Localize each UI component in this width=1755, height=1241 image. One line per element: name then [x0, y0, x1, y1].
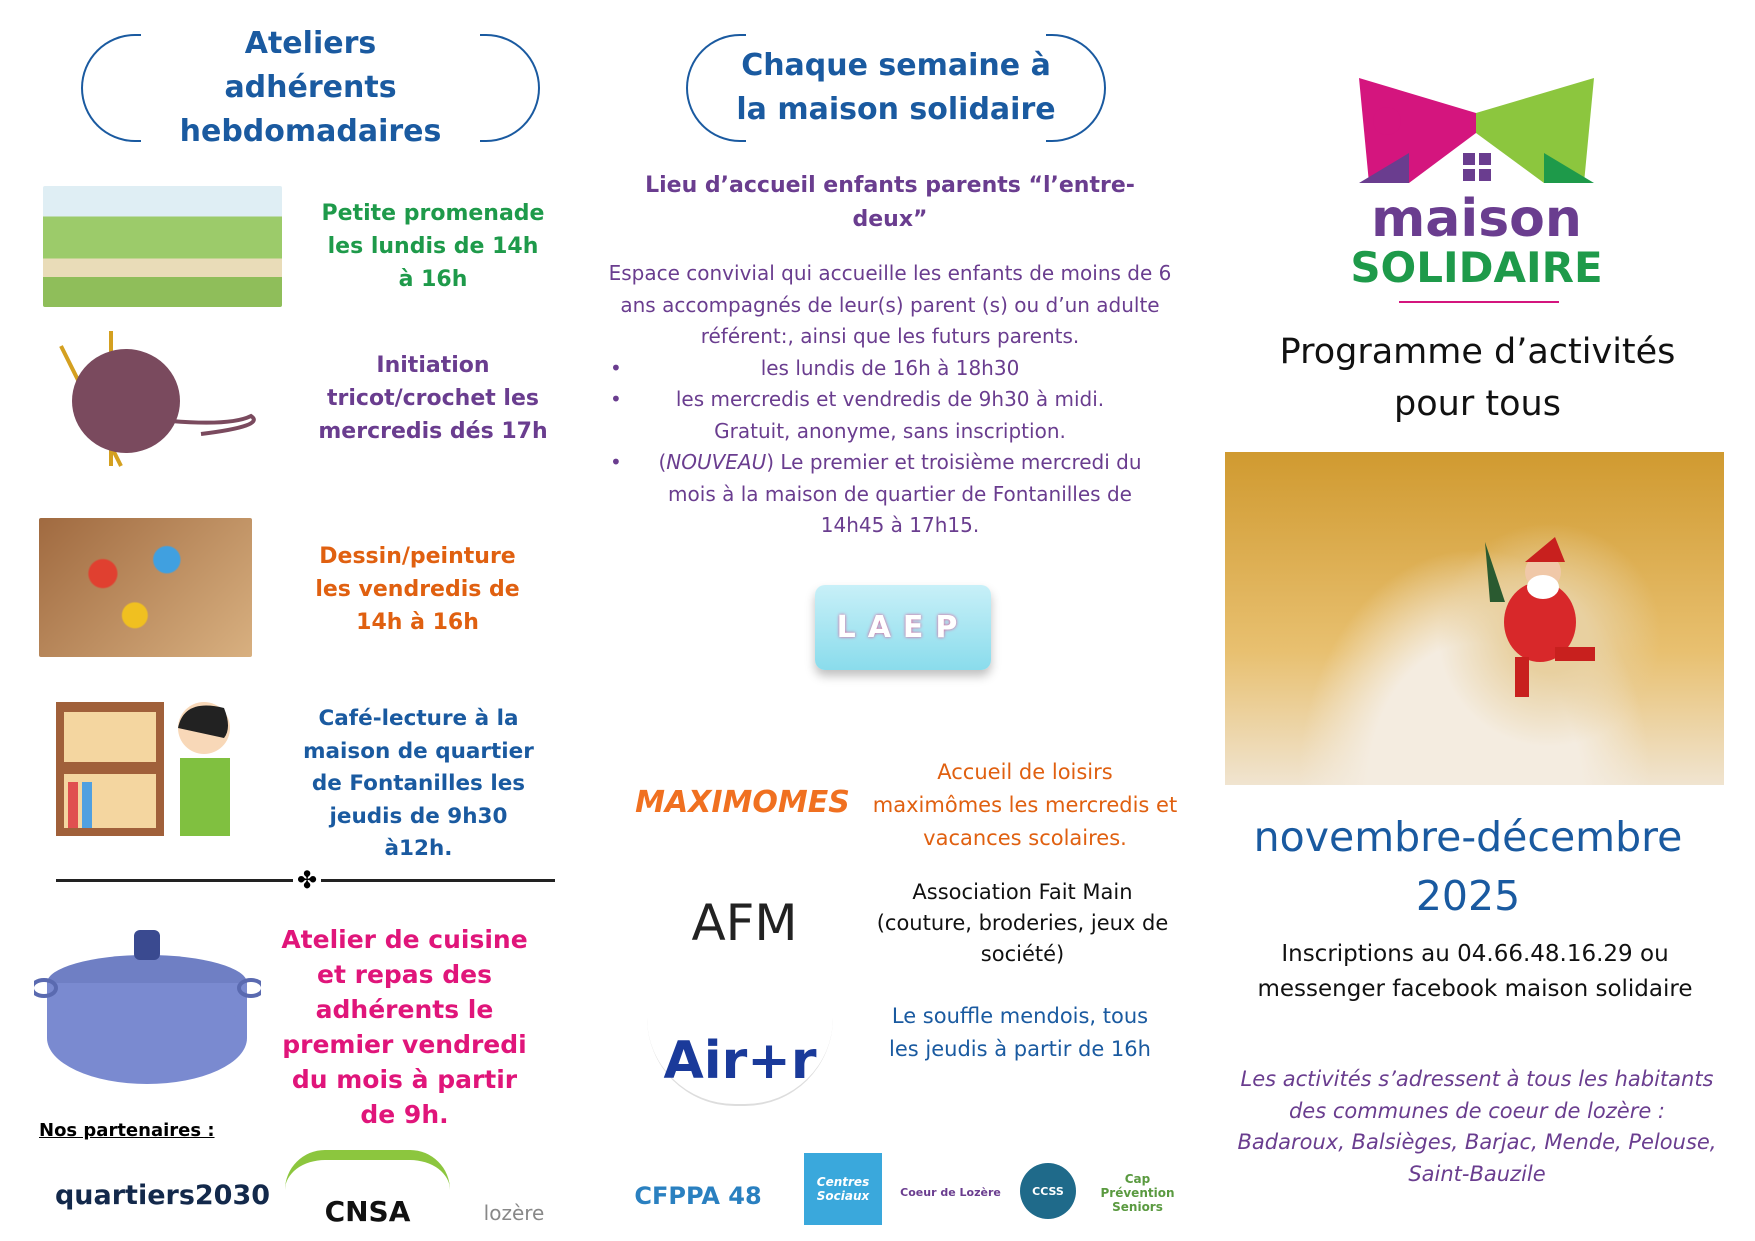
logo-coeur-de-lozere: Coeur de Lozère — [900, 1186, 1001, 1199]
laep-new-text: ) Le premier et troisième mercredi du mois à la maison de quartier de Fontanilles de 14h45 à 17h15. — [668, 450, 1142, 537]
left-header-text: Ateliers adhérents hebdomadaires — [179, 26, 442, 149]
logo-cnsa: CNSA — [285, 1150, 450, 1228]
cooking-pot-icon — [34, 928, 261, 1086]
period: novembre-décembre 2025 — [1253, 813, 1683, 920]
logo-cap-prevention-seniors: Cap Prévention Seniors — [1100, 1171, 1175, 1214]
activity-reading: Café-lecture à la maison de quartier de Fontanilles les jeudis de 9h30 à12h. — [303, 706, 534, 861]
program-subtitle: Programme d’activités pour tous — [1279, 332, 1676, 424]
audience-note: Les activités s’adressent à tous les habitants des communes de coeur de lozère : Badaroux, Balsièges, Barjac, Mende, Pelouse, Saint-Bauzile — [1237, 1067, 1717, 1186]
laep-logo: LAEP — [815, 585, 991, 670]
activity-cooking: Atelier de cuisine et repas des adhérents le premier vendredi du mois à partir de 9h. — [281, 925, 528, 1129]
logo-lozere: lozère — [483, 1201, 545, 1225]
air-r-text: Le souffle mendois, tous les jeudis à partir de 16h — [889, 1004, 1151, 1061]
paint-palette-photo — [39, 518, 252, 657]
santa-figurine-photo — [1225, 452, 1724, 785]
bookshelf-illustration — [54, 698, 236, 838]
brand-underline — [1399, 301, 1559, 303]
laep-schedule-item: • les mercredis et vendredis de 9h30 à midi. — [600, 384, 1180, 416]
yarn-ball-icon — [51, 326, 264, 473]
maximomes-logo: MAXIMOMES — [635, 784, 850, 820]
maison-solidaire-logo — [1339, 73, 1614, 304]
signup-info: Inscriptions au 04.66.48.16.29 ou messenger facebook maison solidaire — [1257, 941, 1693, 1002]
laep-intro: Espace convivial qui accueille les enfants de moins de 6 ans accompagnés de leur(s) parent (s) ou d’un adulte référent:, ainsi que les futurs parents. — [608, 261, 1172, 348]
brand-solidaire: SOLIDAIRE — [1350, 243, 1603, 292]
logo-cfppa48: CFPPA 48 — [634, 1182, 762, 1210]
logo-quartiers2030: quartiers2030 — [54, 1179, 271, 1211]
logo-centres-sociaux: Centres Sociaux — [804, 1153, 882, 1225]
middle-header — [686, 34, 1106, 142]
activity-painting: Dessin/peinture les vendredis de 14h à 16h — [315, 544, 520, 635]
afm-text: Association Fait Main (couture, broderies, jeux de société) — [876, 880, 1169, 966]
laep-schedule-item: • les lundis de 16h à 18h30 — [600, 353, 1180, 385]
activity-walk: Petite promenade les lundis de 14h à 16h — [321, 201, 545, 292]
middle-header-text: Chaque semaine à la maison solidaire — [736, 48, 1056, 127]
laep-new-item: • (NOUVEAU) Le premier et troisième mercredi du mois à la maison de quartier de Fontanilles de 14h45 à 17h15. — [600, 447, 1180, 542]
logo-ccss: CCSS — [1020, 1163, 1076, 1219]
laep-title: Lieu d’accueil enfants parents “l’entre-deux” — [645, 173, 1135, 232]
laep-description — [600, 258, 1180, 542]
laep-free: Gratuit, anonyme, sans inscription. — [714, 418, 1066, 443]
ornament-icon: ✤ — [293, 866, 321, 894]
new-tag: NOUVEAU — [666, 450, 767, 474]
left-header — [81, 26, 540, 149]
maximomes-text: Accueil de loisirs maximômes les mercredis et vacances scolaires. — [872, 760, 1178, 850]
activity-knitting: Initiation tricot/crochet les mercredis dés 17h — [318, 353, 548, 444]
air-r-logo: Air+r — [647, 1018, 833, 1106]
brand-maison: maison — [1371, 189, 1582, 249]
park-illustration — [43, 186, 282, 307]
partners-label: Nos partenaires : — [39, 1120, 215, 1141]
afm-logo: AFM — [691, 893, 798, 952]
